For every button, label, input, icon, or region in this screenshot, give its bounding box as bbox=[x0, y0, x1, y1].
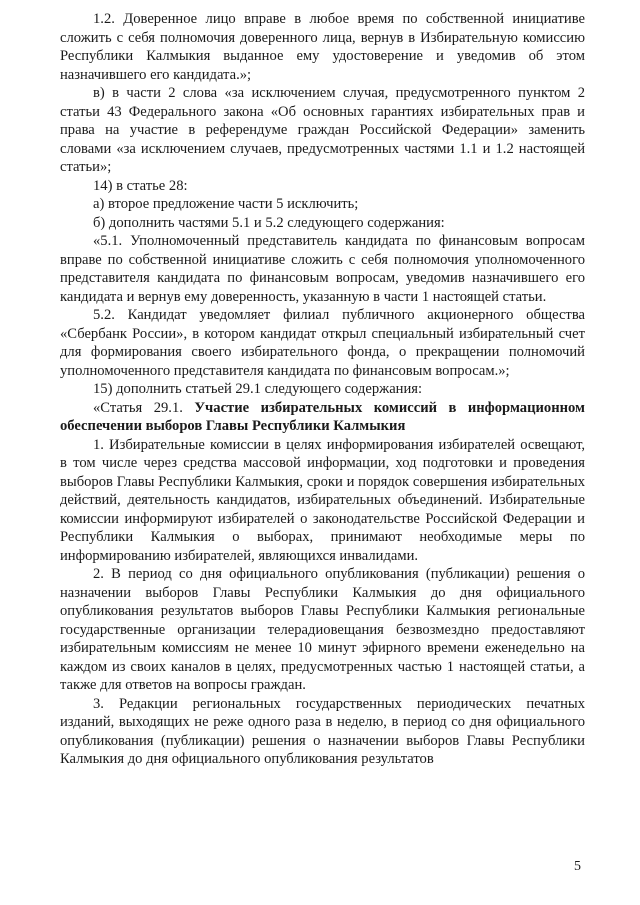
article-number: «Статья 29.1. bbox=[93, 399, 195, 416]
paragraph: 1.2. Доверенное лицо вправе в любое время по собственной инициативе сложить с себя полномочия доверенного лица, вернув в Избирательную комиссию Республики Калмыкия выданное ему удостоверение и уведомив об этом назначившего его кандидата.»; bbox=[60, 11, 585, 83]
paragraph: 3. Редакции региональных государственных периодических печатных изданий, выходящих не реже одного раза в неделю, в период со дня официального опубликования (публикации) решения о назначении выборов Главы Республики Калмыкия до дня официального опубликования результатов bbox=[60, 695, 585, 767]
paragraph: в) в части 2 слова «за исключением случая, предусмотренного пунктом 2 статьи 43 Федерального закона «Об основных гарантиях избирательных прав и права на участие в референдуме граждан Российской Федерации» заменить словами «за исключением случаев, предусмотренных частями 1.1 и 1.2 настоящей статьи»; bbox=[60, 85, 585, 175]
paragraph: 14) в статье 28: bbox=[93, 177, 188, 194]
paragraph: 2. В период со дня официального опубликования (публикации) решения о назначении выборов Главы Республики Калмыкия до дня официального опубликования результатов выборов Главы Республики Калмыкия региональные государственные организации телерадиовещания безвозмездно предоставляют избирательным комиссиям не менее 10 минут эфирного времени еженедельно на каждом из своих каналов в целях, предусмотренных частью 1 настоящей статьи, а также для ответов на вопросы граждан. bbox=[60, 566, 585, 693]
article-heading bbox=[60, 399, 585, 436]
paragraph: б) дополнить частями 5.1 и 5.2 следующего содержания: bbox=[93, 214, 445, 231]
paragraph: 1. Избирательные комиссии в целях информирования избирателей освещают, в том числе через средства массовой информации, ход подготовки и проведения выборов Главы Республики Калмыкия, сроки и порядок совершения избирательных действий, деятельность кандидатов, избирательных объединений. Избирательные комиссии информируют избирателей о законодательстве Российской Федерации и Республики Калмыкия о выборах, принимают необходимые меры по информированию избирателей, являющихся инвалидами. bbox=[60, 436, 585, 564]
page-number: 5 bbox=[574, 859, 581, 874]
paragraph: «5.1. Уполномоченный представитель кандидата по финансовым вопросам вправе по собственной инициативе сложить с себя полномочия уполномоченного представителя кандидата по финансовым вопросам, уведомив назначившего его кандидата и вернув ему доверенность, указанную в части 1 настоящей статьи. bbox=[60, 233, 585, 305]
paragraph: а) второе предложение части 5 исключить; bbox=[93, 196, 359, 212]
document-body bbox=[60, 10, 585, 769]
paragraph: 5.2. Кандидат уведомляет филиал публичного акционерного общества «Сбербанк России», в котором кандидат открыл специальный избирательный счет для формирования своего избирательного фонда, о прекращении полномочий уполномоченного представителя кандидата по финансовым вопросам.»; bbox=[60, 307, 585, 379]
article-title: Участие избирательных комиссий в информационном обеспечении выборов Главы Республики Калмыкия bbox=[60, 399, 585, 434]
paragraph: 15) дополнить статьей 29.1 следующего содержания: bbox=[93, 381, 423, 397]
